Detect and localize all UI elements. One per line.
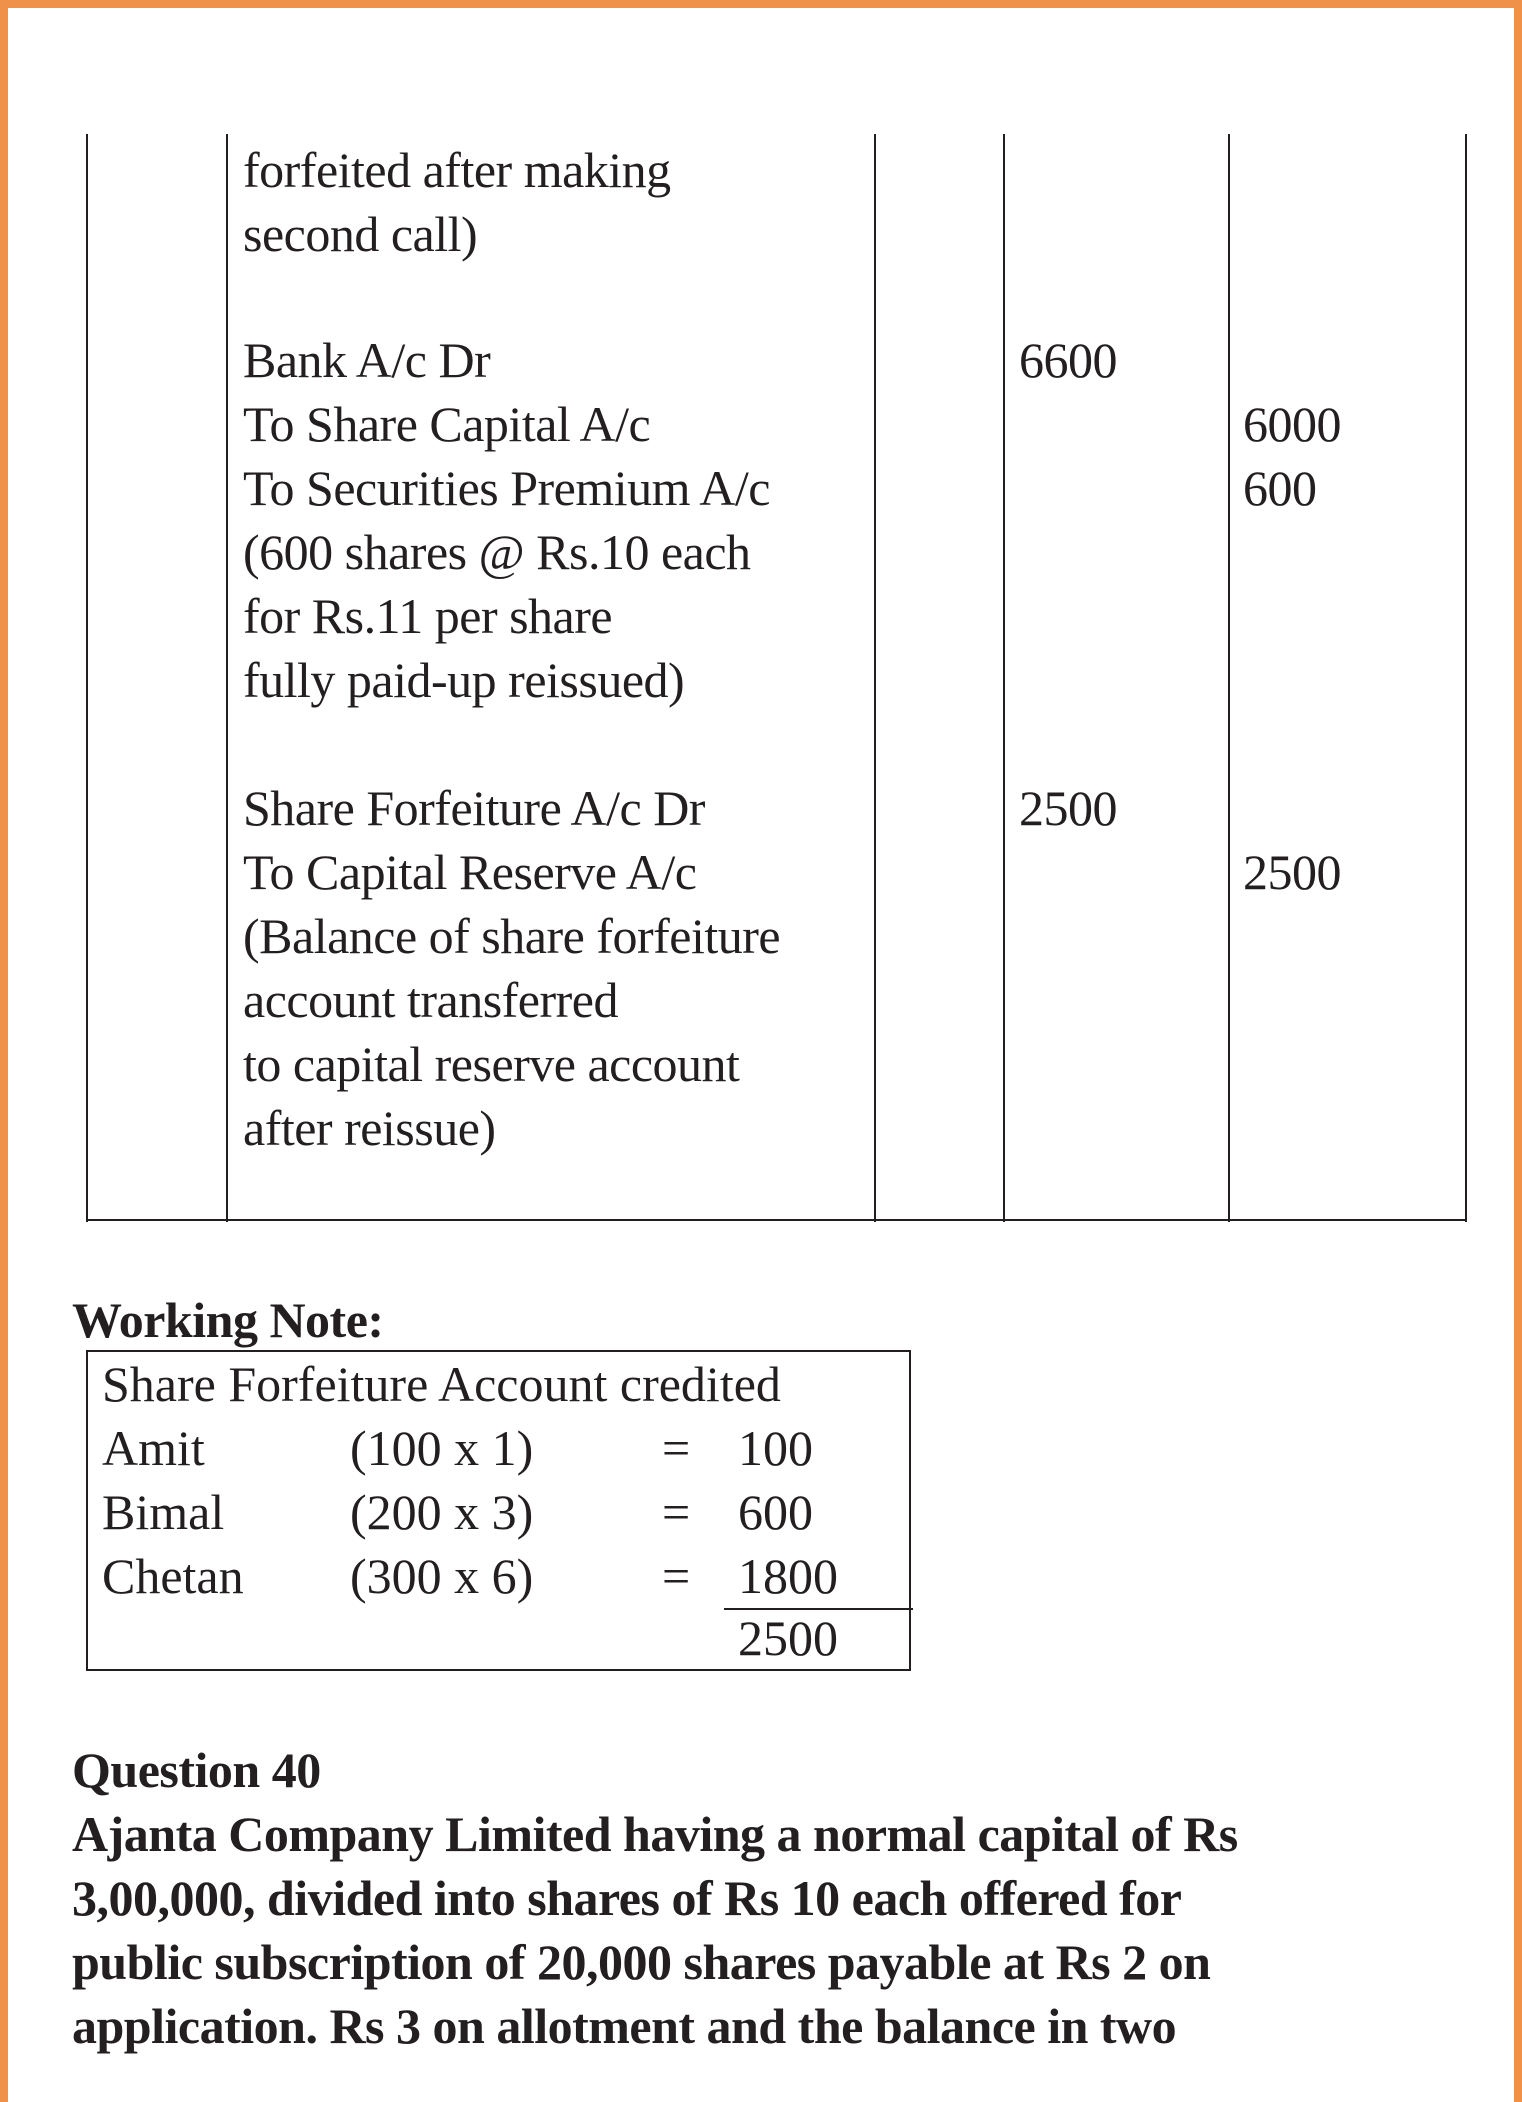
credit-amount: 2500: [1243, 844, 1341, 900]
wn-row-name: Amit: [102, 1420, 205, 1476]
working-note-heading: Working Note:: [72, 1292, 384, 1348]
particulars-line: after reissue): [243, 1100, 496, 1156]
question-heading: Question 40: [72, 1742, 321, 1798]
particulars-line: fully paid-up reissued): [243, 652, 685, 708]
table-border-bottom: [86, 1219, 1467, 1221]
table-border-left: [86, 134, 88, 1222]
particulars-line: account transferred: [243, 972, 618, 1028]
wn-row-name: Bimal: [102, 1484, 225, 1540]
credit-amount: 600: [1243, 460, 1317, 516]
table-divider-debit: [1228, 134, 1230, 1222]
debit-amount: 2500: [1019, 780, 1117, 836]
wn-row-calc: (100 x 1): [350, 1420, 534, 1476]
credit-amount: 6000: [1243, 396, 1341, 452]
working-note-title: Share Forfeiture Account credited: [102, 1356, 781, 1412]
particulars-line: To Capital Reserve A/c: [243, 844, 697, 900]
wn-row-equals: =: [662, 1420, 691, 1476]
particulars-line: to capital reserve account: [243, 1036, 740, 1092]
entry-bank-reissue-particulars: [243, 328, 770, 712]
table-border-right: [1465, 134, 1467, 1222]
question-line: public subscription of 20,000 shares payable at Rs 2 on: [72, 1934, 1211, 1990]
particulars-line: To Share Capital A/c: [243, 396, 651, 452]
question-body: [72, 1802, 1238, 2058]
question-line: Ajanta Company Limited having a normal capital of Rs: [72, 1806, 1238, 1862]
particulars-line: second call): [243, 206, 478, 262]
table-divider-date: [226, 134, 228, 1222]
question-line: application. Rs 3 on allotment and the balance in two: [72, 1998, 1177, 2054]
wn-total: 2500: [738, 1610, 838, 1666]
entry-narration-continued: [243, 138, 671, 266]
particulars-line: (Balance of share forfeiture: [243, 908, 781, 964]
wn-row-calc: (200 x 3): [350, 1484, 534, 1540]
debit-amount: 6600: [1019, 332, 1117, 388]
entry-forfeiture-transfer-particulars: [243, 776, 780, 1160]
working-note-box: [86, 1350, 911, 1671]
wn-row-amount: 100: [738, 1420, 813, 1476]
particulars-line: (600 shares @ Rs.10 each: [243, 524, 751, 580]
table-divider-lf: [1003, 134, 1005, 1222]
credit-amounts: [1243, 392, 1341, 520]
particulars-line: Bank A/c Dr: [243, 332, 491, 388]
particulars-line: To Securities Premium A/c: [243, 460, 770, 516]
particulars-line: Share Forfeiture A/c Dr: [243, 780, 705, 836]
table-divider-particulars: [874, 134, 876, 1222]
question-line: 3,00,000, divided into shares of Rs 10 each offered for: [72, 1870, 1182, 1926]
wn-row-name: Chetan: [102, 1548, 244, 1604]
particulars-line: for Rs.11 per share: [243, 588, 613, 644]
wn-row-equals: =: [662, 1548, 691, 1604]
wn-row-calc: (300 x 6): [350, 1548, 534, 1604]
wn-row-amount: 600: [738, 1484, 813, 1540]
wn-row-amount: 1800: [738, 1548, 838, 1604]
wn-row-equals: =: [662, 1484, 691, 1540]
particulars-line: forfeited after making: [243, 142, 671, 198]
